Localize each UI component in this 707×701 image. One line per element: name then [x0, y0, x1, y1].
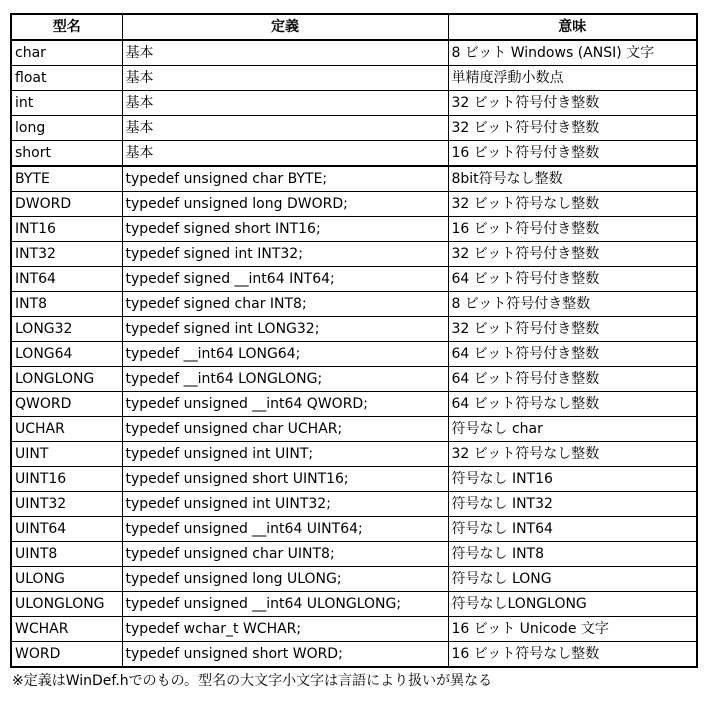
cell-meaning: 符号なしLONGLONG [448, 592, 697, 617]
cell-type-name: UINT32 [11, 492, 122, 517]
cell-type-name: ULONGLONG [11, 592, 122, 617]
cell-meaning: 8 ビット Windows (ANSI) 文字 [448, 40, 697, 66]
cell-meaning: 32 ビット符号付き整数 [448, 91, 697, 116]
type-definition-table [10, 13, 698, 668]
cell-definition: typedef unsigned char UINT8; [122, 542, 448, 567]
cell-definition: typedef unsigned short UINT16; [122, 467, 448, 492]
cell-type-name: long [11, 116, 122, 141]
cell-meaning: 32 ビット符号付き整数 [448, 242, 697, 267]
cell-meaning: 64 ビット符号付き整数 [448, 267, 697, 292]
cell-definition: typedef signed int INT32; [122, 242, 448, 267]
header-row [11, 14, 697, 40]
header-type-name: 型名 [11, 14, 122, 40]
cell-definition: typedef unsigned __int64 QWORD; [122, 392, 448, 417]
table-row [11, 91, 697, 116]
table-body [11, 40, 697, 667]
table-row [11, 542, 697, 567]
cell-meaning: 16 ビット符号付き整数 [448, 217, 697, 242]
cell-definition: typedef unsigned __int64 ULONGLONG; [122, 592, 448, 617]
cell-type-name: INT8 [11, 292, 122, 317]
cell-type-name: QWORD [11, 392, 122, 417]
cell-type-name: LONGLONG [11, 367, 122, 392]
cell-meaning: 8bit符号なし整数 [448, 166, 697, 192]
table-row [11, 141, 697, 167]
cell-definition: typedef __int64 LONGLONG; [122, 367, 448, 392]
cell-type-name: int [11, 91, 122, 116]
table-row [11, 192, 697, 217]
cell-type-name: char [11, 40, 122, 66]
cell-type-name: UCHAR [11, 417, 122, 442]
cell-type-name: WCHAR [11, 617, 122, 642]
cell-definition: typedef signed __int64 INT64; [122, 267, 448, 292]
table-row [11, 617, 697, 642]
table-row [11, 40, 697, 66]
cell-definition: typedef unsigned long ULONG; [122, 567, 448, 592]
cell-definition: 基本 [122, 116, 448, 141]
cell-meaning: 符号なし LONG [448, 567, 697, 592]
table-header [11, 14, 697, 40]
cell-meaning: 8 ビット符号付き整数 [448, 292, 697, 317]
cell-type-name: LONG32 [11, 317, 122, 342]
cell-type-name: LONG64 [11, 342, 122, 367]
table-row [11, 116, 697, 141]
cell-definition: 基本 [122, 40, 448, 66]
cell-meaning: 32 ビット符号付き整数 [448, 317, 697, 342]
table-row [11, 517, 697, 542]
header-definition: 定義 [122, 14, 448, 40]
header-meaning: 意味 [448, 14, 697, 40]
cell-definition: 基本 [122, 66, 448, 91]
cell-definition: typedef signed short INT16; [122, 217, 448, 242]
table-row [11, 66, 697, 91]
footnote: ※定義はWinDef.hでのもの。型名の大文字小文字は言語により扱いが異なる [12, 673, 493, 689]
table-row [11, 342, 697, 367]
cell-type-name: INT64 [11, 267, 122, 292]
cell-meaning: 16 ビット符号なし整数 [448, 642, 697, 668]
cell-type-name: INT16 [11, 217, 122, 242]
table-row [11, 367, 697, 392]
cell-type-name: float [11, 66, 122, 91]
table-row [11, 467, 697, 492]
table-row [11, 417, 697, 442]
table-row [11, 217, 697, 242]
table-row [11, 242, 697, 267]
cell-type-name: UINT [11, 442, 122, 467]
cell-definition: 基本 [122, 141, 448, 167]
cell-meaning: 16 ビット Unicode 文字 [448, 617, 697, 642]
cell-meaning: 符号なし INT8 [448, 542, 697, 567]
cell-meaning: 符号なし INT64 [448, 517, 697, 542]
cell-type-name: ULONG [11, 567, 122, 592]
cell-definition: typedef unsigned __int64 UINT64; [122, 517, 448, 542]
cell-meaning: 符号なし INT16 [448, 467, 697, 492]
table-row [11, 592, 697, 617]
cell-definition: typedef wchar_t WCHAR; [122, 617, 448, 642]
cell-meaning: 64 ビット符号なし整数 [448, 392, 697, 417]
cell-definition: typedef unsigned short WORD; [122, 642, 448, 668]
cell-meaning: 32 ビット符号なし整数 [448, 442, 697, 467]
cell-type-name: INT32 [11, 242, 122, 267]
cell-meaning: 符号なし INT32 [448, 492, 697, 517]
table-row [11, 392, 697, 417]
table-row [11, 642, 697, 668]
cell-type-name: short [11, 141, 122, 167]
cell-type-name: UINT64 [11, 517, 122, 542]
cell-meaning: 64 ビット符号付き整数 [448, 342, 697, 367]
cell-definition: typedef __int64 LONG64; [122, 342, 448, 367]
cell-definition: typedef signed int LONG32; [122, 317, 448, 342]
cell-definition: typedef unsigned int UINT32; [122, 492, 448, 517]
table-row [11, 166, 697, 192]
cell-definition: 基本 [122, 91, 448, 116]
cell-definition: typedef unsigned char BYTE; [122, 166, 448, 192]
cell-meaning: 32 ビット符号なし整数 [448, 192, 697, 217]
table-row [11, 292, 697, 317]
cell-meaning: 16 ビット符号付き整数 [448, 141, 697, 167]
table-row [11, 492, 697, 517]
cell-definition: typedef unsigned int UINT; [122, 442, 448, 467]
cell-meaning: 64 ビット符号付き整数 [448, 367, 697, 392]
cell-meaning: 単精度浮動小数点 [448, 66, 697, 91]
cell-type-name: WORD [11, 642, 122, 668]
table-row [11, 567, 697, 592]
table-row [11, 442, 697, 467]
cell-type-name: UINT8 [11, 542, 122, 567]
cell-type-name: UINT16 [11, 467, 122, 492]
cell-type-name: BYTE [11, 166, 122, 192]
table-row [11, 317, 697, 342]
cell-definition: typedef signed char INT8; [122, 292, 448, 317]
cell-meaning: 32 ビット符号付き整数 [448, 116, 697, 141]
table-row [11, 267, 697, 292]
cell-definition: typedef unsigned char UCHAR; [122, 417, 448, 442]
cell-definition: typedef unsigned long DWORD; [122, 192, 448, 217]
cell-meaning: 符号なし char [448, 417, 697, 442]
cell-type-name: DWORD [11, 192, 122, 217]
